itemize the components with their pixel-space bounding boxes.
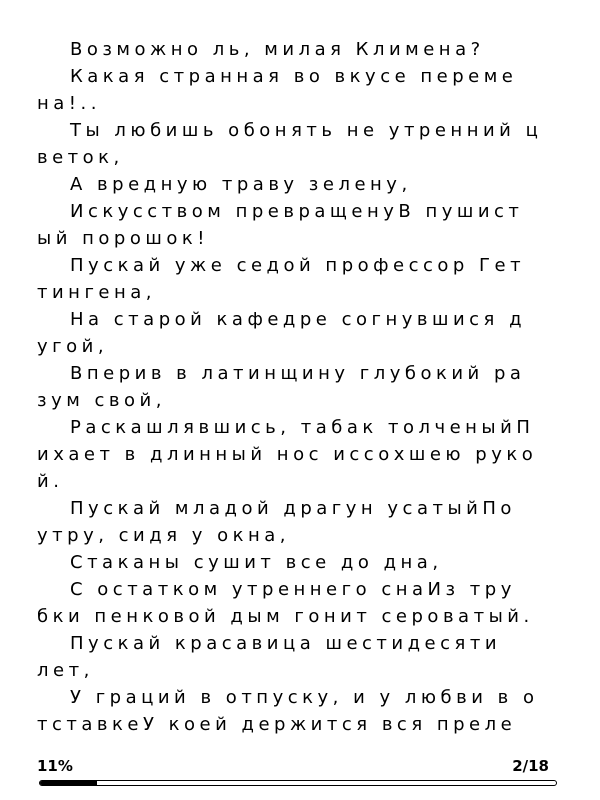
text-line: тставкеУ коей держится вся преле [37,714,517,735]
text-line: утру, сидя у окна, [37,525,291,546]
text-line: веток, [37,147,124,168]
text-line: зум свой, [37,390,166,411]
text-line: лет, [37,660,94,681]
text-line: ый порошок! [37,228,209,249]
text-line: У граций в отпуску, и у любви в о [70,687,539,708]
page-number: 2/18 [512,757,549,775]
text-line: А вредную траву зелену, [70,174,412,195]
text-line: С остатком утреннего снаИз тру [70,579,516,600]
page-text [37,36,577,738]
text-line: бки пенковой дым гонит сероватый. [37,606,534,627]
text-line: Вперив в латинщину глубокий ра [70,363,526,384]
text-line: На старой кафедре согнувшися д [70,309,527,330]
text-line: Пускай красавица шестидесяти [70,633,502,654]
text-line: Какая странная во вкусе переме [70,66,518,87]
reader-footer [37,756,561,796]
text-line: Ты любишь обонять не утренний ц [70,120,543,141]
progress-bar[interactable] [39,780,557,786]
progress-bar-fill [40,781,97,785]
text-line: тингена, [37,282,157,303]
text-line: на!.. [37,93,101,114]
text-line: й. [37,471,64,492]
text-line: Раскашлявшись, табак толченыйП [70,417,535,438]
progress-percent: 11% [37,757,73,775]
text-line: Стаканы сушит все до дна, [70,552,443,573]
text-line: Возможно ль, милая Климена? [70,39,485,60]
text-line: Пускай младой драгун усатыйПо [70,498,516,519]
text-line: угой, [37,336,109,357]
text-line: Искусством превращенуВ пушист [70,201,524,222]
text-line: ихает в длинный нос иссохшею руко [37,444,538,465]
text-line: Пускай уже седой профессор Гет [70,255,526,276]
